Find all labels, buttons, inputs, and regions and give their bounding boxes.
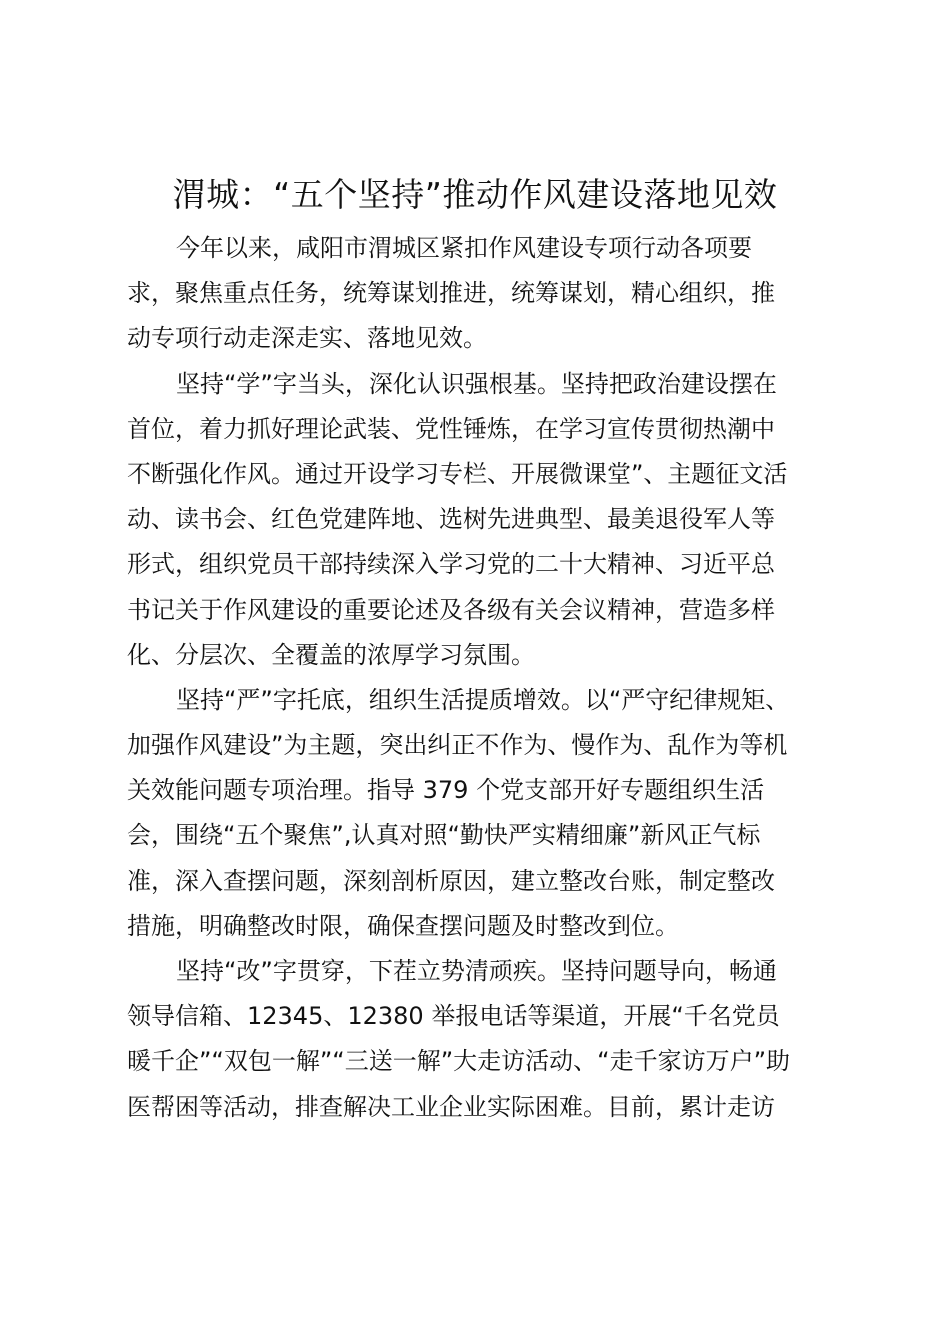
paragraph-line: 坚持“学”字当头，深化认识强根基。坚持把政治建设摆在 xyxy=(176,369,777,398)
paragraph-line: 关效能问题专项治理。指导 379 个党支部开好专题组织生活 xyxy=(127,776,765,805)
paragraph-line: 书记关于作风建设的重要论述及各级有关会议精神，营造多样 xyxy=(127,595,775,624)
paragraph-line: 今年以来，咸阳市渭城区紧扣作风建设专项行动各项要 xyxy=(176,234,752,262)
paragraph-line: 动专项行动走深走实、落地见效。 xyxy=(127,324,487,353)
paragraph-line: 首位，着力抓好理论武装、党性锤炼，在学习宣传贯彻热潮中 xyxy=(127,414,775,443)
document-title: 渭城：“五个坚持”推动作风建设落地见效 xyxy=(172,175,778,214)
paragraph-line: 化、分层次、全覆盖的浓厚学习氛围。 xyxy=(127,640,535,669)
paragraph-2 xyxy=(127,362,827,678)
paragraph-line: 措施，明确整改时限，确保查摆问题及时整改到位。 xyxy=(127,911,679,940)
paragraph-line: 会，围绕“五个聚焦”,认真对照“勤快严实精细廉”新风正气标 xyxy=(127,821,761,850)
paragraph-line: 不断强化作风。通过开设学习专栏、开展微课堂”、主题征文活 xyxy=(127,459,788,488)
paragraph-line: 求，聚焦重点任务，统筹谋划推进，统筹谋划，精心组织，推 xyxy=(127,279,775,308)
paragraph-line: 坚持“严”字托底，组织生活提质增效。以“严守纪律规矩、 xyxy=(176,685,790,714)
paragraph-3 xyxy=(127,678,827,949)
paragraph-1 xyxy=(127,226,827,362)
paragraph-line: 动、读书会、红色党建阵地、选树先进典型、最美退役军人等 xyxy=(127,505,775,534)
paragraph-line: 暖千企”“双包一解”“三送一解”大走访活动、“走千家访万户”助 xyxy=(127,1047,791,1076)
paragraph-4 xyxy=(127,949,827,1130)
paragraph-line: 坚持“改”字贯穿，下茬立势清顽疾。坚持问题导向，畅通 xyxy=(176,957,777,985)
paragraph-line: 加强作风建设”为主题，突出纠正不作为、慢作为、乱作为等机 xyxy=(127,731,788,760)
paragraph-line: 医帮困等活动，排查解决工业企业实际困难。目前，累计走访 xyxy=(127,1092,775,1121)
document-body xyxy=(127,226,827,1130)
paragraph-line: 形式，组织党员干部持续深入学习党的二十大精神、习近平总 xyxy=(127,550,775,579)
paragraph-line: 领导信箱、12345、12380 举报电话等渠道，开展“千名党员 xyxy=(127,1002,780,1031)
paragraph-line: 准，深入查摆问题，深刻剖析原因，建立整改台账，制定整改 xyxy=(127,866,775,895)
